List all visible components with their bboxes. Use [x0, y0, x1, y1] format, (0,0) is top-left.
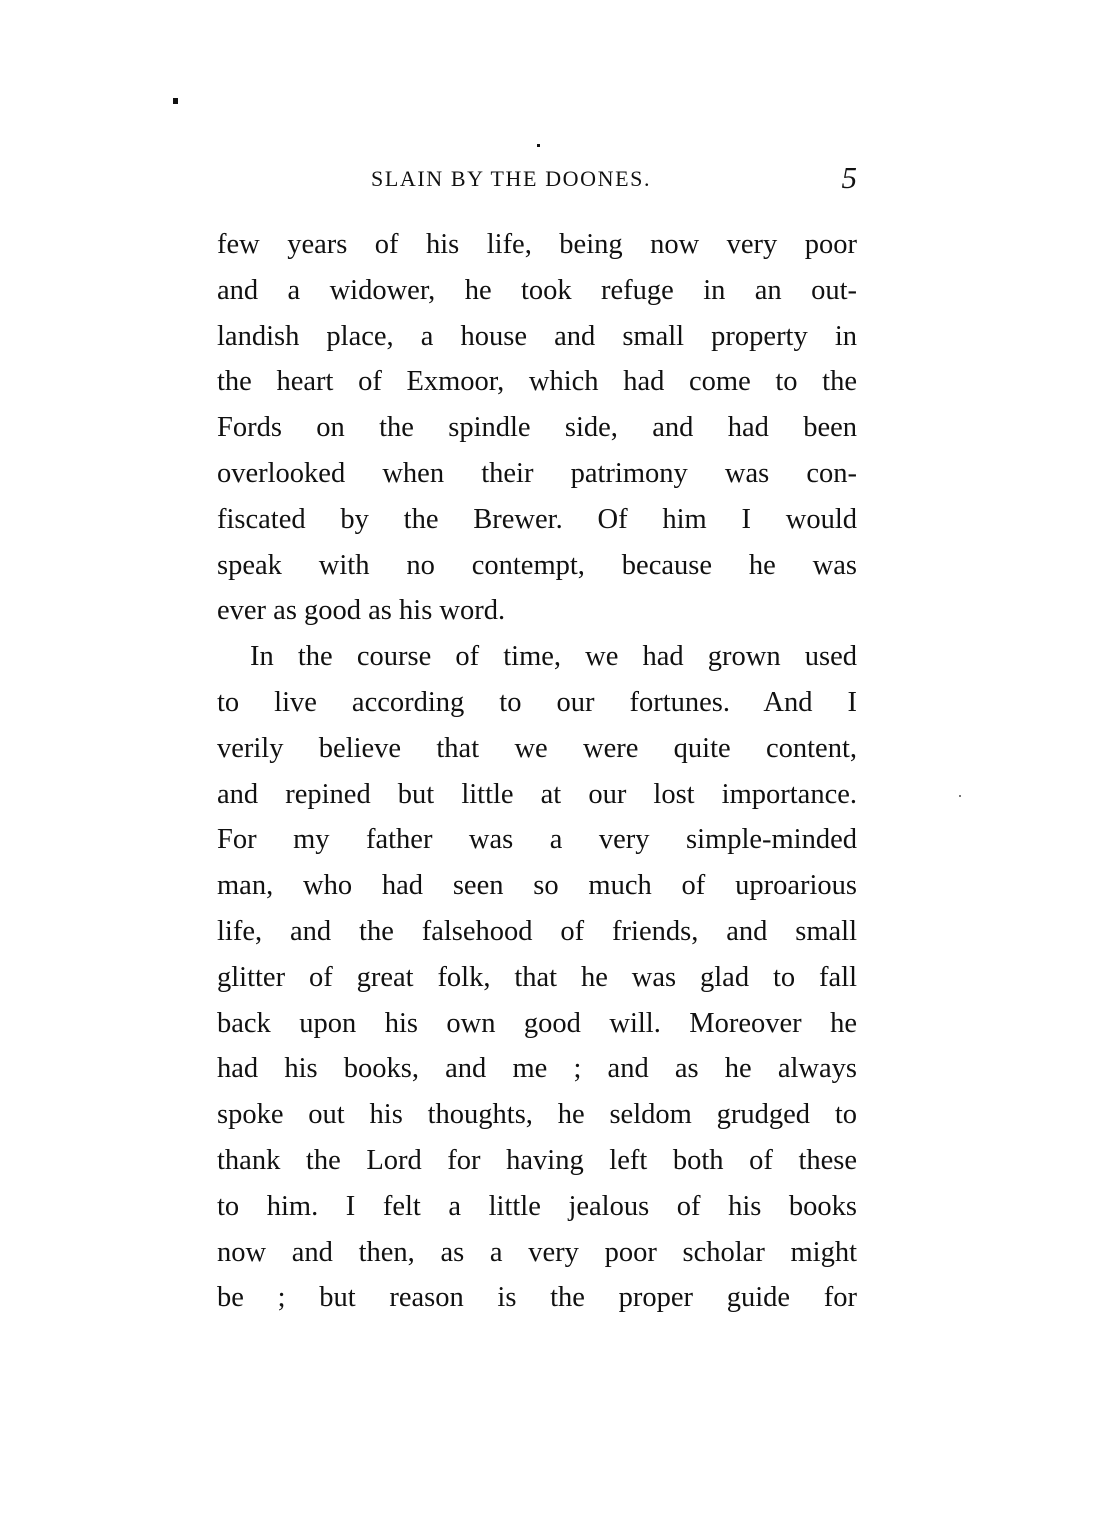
text-line: had his books, and me ; and as he always [217, 1053, 857, 1085]
text-line: speak with no contempt, because he was [217, 549, 857, 581]
text-line: few years of his life, being now very poor [217, 229, 857, 260]
text-line: fiscated by the Brewer. Of him I would [217, 503, 857, 535]
text-line: landish place, a house and small property in [217, 320, 857, 352]
text-line: and a widower, he took refuge in an out- [217, 274, 857, 306]
paragraph [217, 634, 857, 1321]
print-speck [537, 144, 540, 147]
text-line: Fords on the spindle side, and had been [217, 412, 857, 444]
text-line: be ; but reason is the proper guide for [217, 1282, 857, 1314]
text-line: to him. I felt a little jealous of his books [217, 1190, 857, 1222]
print-speck [959, 795, 961, 797]
text-line: spoke out his thoughts, he seldom grudged to [217, 1099, 857, 1131]
running-title: SLAIN BY THE DOONES. [371, 166, 652, 191]
print-speck [173, 98, 178, 104]
text-line: glitter of great folk, that he was glad to fall [217, 961, 857, 993]
text-line: life, and the falsehood of friends, and small [217, 915, 857, 947]
text-line: overlooked when their patrimony was con- [217, 457, 857, 489]
text-line: and repined but little at our lost importance. [217, 778, 857, 810]
text-line: In the course of time, we had grown used [250, 641, 857, 673]
text-line: back upon his own good will. Moreover he [217, 1007, 857, 1039]
text-line: now and then, as a very poor scholar might [217, 1236, 857, 1268]
text-line: the heart of Exmoor, which had come to the [217, 366, 857, 398]
text-line: verily believe that we were quite content, [217, 732, 857, 764]
paragraph [217, 222, 857, 634]
page-number: 5 [841, 160, 857, 195]
running-head [217, 160, 857, 200]
text-line: thank the Lord for having left both of these [217, 1144, 857, 1176]
text-line: For my father was a very simple-minded [217, 824, 857, 856]
text-line: man, who had seen so much of uproarious [217, 870, 857, 902]
text-line: to live according to our fortunes. And I [217, 686, 857, 718]
body-text [217, 222, 857, 1321]
text-line: ever as good as his word. [217, 595, 506, 627]
